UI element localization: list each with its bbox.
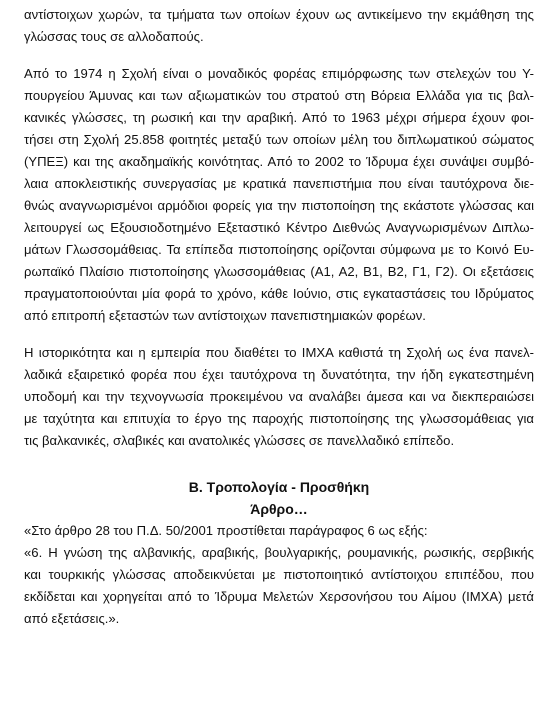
text-line: κανικές γλώσσες, τη ρωσική και την αραβική. Από το 1963 μέχρι σήμερα έχουν φοι- [24,110,534,125]
paragraph-spacer [24,48,534,63]
text-line: και τουρκικής γλώσσας αποδεικνύεται με πιστοποιητικό αντίστοιχου επιπέδου, που [24,567,534,582]
text-line: γλώσσας τους σε αλλοδαπούς. [24,29,204,44]
text-line: λειτουργεί ως Εξουσιοδοτημένο Εξεταστικό Κέντρο Διεθνώς Αναγνωρισμένων Διπλω- [24,220,534,235]
text-line: Η ιστορικότητα και η εμπειρία που διαθέτει το ΙΜΧΑ καθιστά τη Σχολή ως ένα πανελ- [24,345,534,360]
text-line: από επιτροπή εξεταστών των αντίστοιχων πανεπιστημιακών φορέων. [24,308,426,323]
paragraph-spacer [24,327,534,342]
text-line: πουργείου Άμυνας και των αξιωματικών του στρατού στη Βόρεια Ελλάδα για τις βαλ- [24,88,534,103]
paragraph-2 [24,63,534,327]
text-line: «6. Η γνώση της αλβανικής, αραβικής, βουλγαρικής, ρουμανικής, ρωσικής, σερβικής [24,545,534,560]
article-heading: Άρθρο… [250,501,308,517]
text-line: υποδομή και την τεχνογνωσία προκειμένου να αναλάβει άμεσα και να διεκπεραιώσει [24,389,534,404]
text-line: ρωπαϊκό Πλαίσιο πιστοποίησης γλωσσομάθειας (Α1, Α2, Β1, Β2, Γ1, Γ2). Οι εξετάσεις [24,264,534,279]
paragraph-1 [24,4,534,48]
section-heading: Β. Τροπολογία - Προσθήκη [188,479,370,495]
text-line: (ΥΠΕΞ) και της ακαδημαϊκής κοινότητας. Από το 2002 το Ίδρυμα έχει συνάψει συμβό- [24,154,534,169]
document-page [24,4,534,630]
text-line: τις βαλκανικές, σλαβικές και ανατολικές γλώσσες σε πανελλαδικό επίπεδο. [24,433,455,448]
text-line: τήσει στη Σχολή 25.858 φοιτητές μεταξύ των οποίων μέλη του διπλωματικού σώματος [24,132,534,147]
text-line: Από το 1974 η Σχολή είναι ο μοναδικός φορέας επιμόρφωσης των στελεχών του Υ- [24,66,534,81]
text-line: με ταχύτητα και επιτυχία το έργο της παροχής πιστοποίησης της γλωσσομάθειας για [24,411,534,426]
text-line: θνώς αναγνωρισμένοι αρμόδιοι φορείς για την πιστοποίηση της εκάστοτε γλώσσας και [24,198,534,213]
amendment-paragraph [24,542,534,630]
amendment-intro: «Στο άρθρο 28 του Π.Δ. 50/2001 προστίθεται παράγραφος 6 ως εξής: [24,523,428,538]
text-line: αντίστοιχων χωρών, τα τμήματα των οποίων έχουν ως αντικείμενο την εκμάθηση της [24,7,534,22]
text-line: μάτων Γλωσσομάθειας. Τα επίπεδα πιστοποίησης ορίζονται σύμφωνα με το Κοινό Ευ- [24,242,534,257]
paragraph-3 [24,342,534,452]
text-line: λαδικά εξαιρετικό φορέα που έχει ταυτόχρονα τη δυνατότητα, την ήδη εγκατεστημένη [24,367,534,382]
text-line: εκδίδεται και χορηγείται από το Ίδρυμα Μελετών Χερσονήσου του Αίμου (ΙΜΧΑ) μετά [24,589,534,604]
text-line: πραγματοποιούνται μία φορά το χρόνο, κάθε Ιούνιο, στις εγκαταστάσεις του Ιδρύματος [24,286,534,301]
section-spacer [24,452,534,476]
text-line: από εξετάσεις.». [24,611,120,626]
text-line: λαια αποκλειστικής συνεργασίας με κρατικά πανεπιστήμια που είναι ταυτόχρονα διε- [24,176,534,191]
